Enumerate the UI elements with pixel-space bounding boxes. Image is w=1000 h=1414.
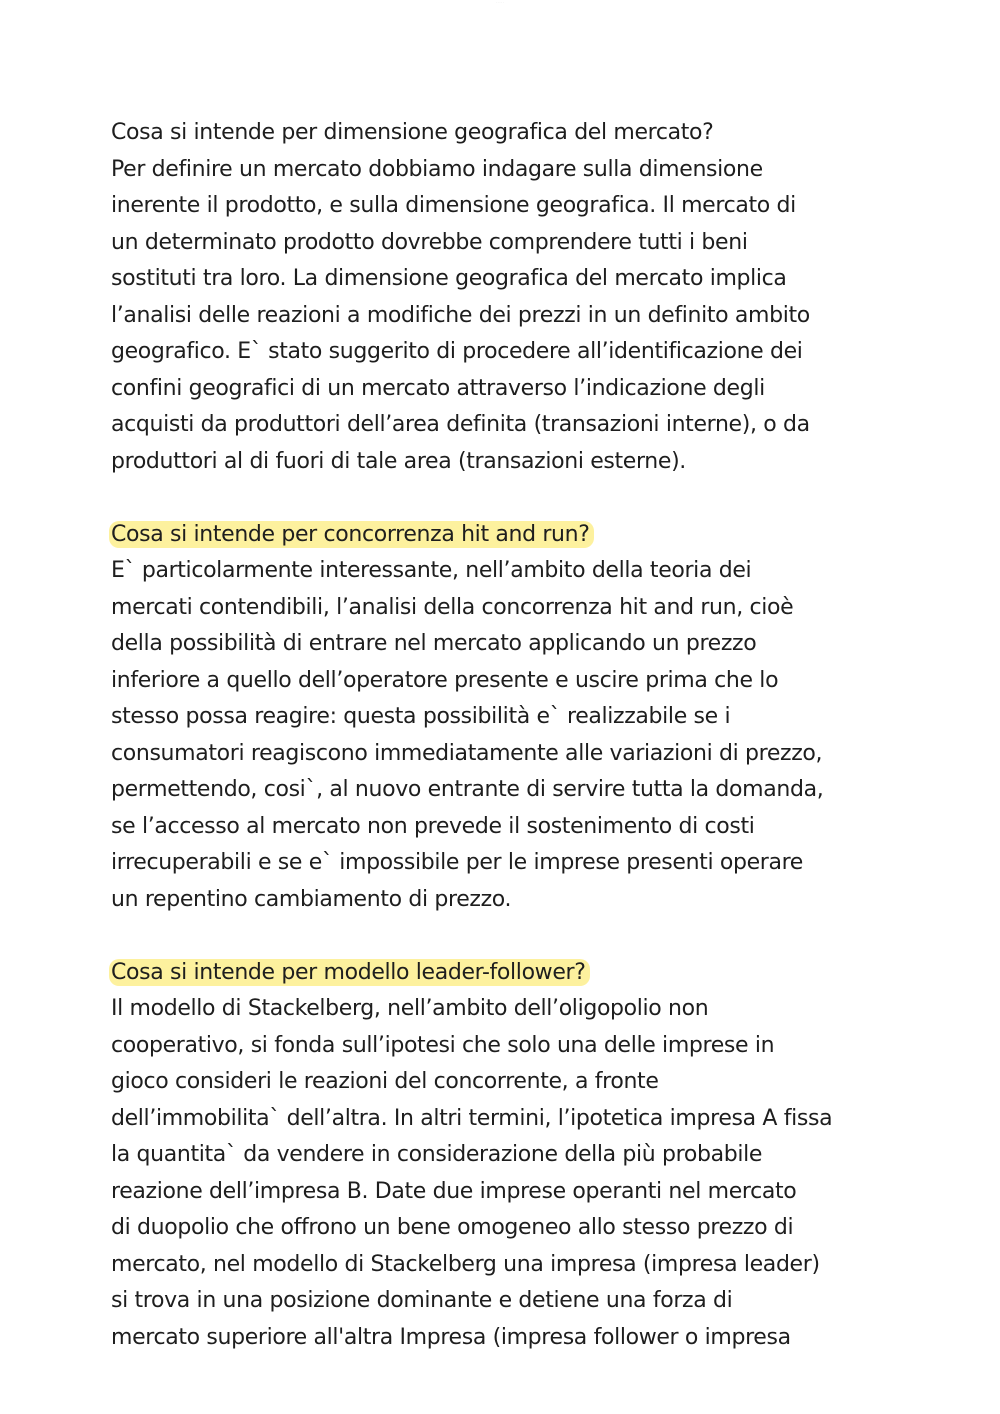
answer-line: di duopolio che offrono un bene omogeneo allo stesso prezzo di bbox=[111, 1215, 794, 1240]
page-header-mark: · · · · · bbox=[495, 0, 505, 4]
answer-line: la quantita` da vendere in considerazione della più probabile bbox=[111, 1142, 763, 1167]
answer-line: consumatori reagiscono immediatamente alle variazioni di prezzo, bbox=[111, 740, 823, 766]
answer-line: reazione dell’impresa B. Date due imprese operanti nel mercato bbox=[111, 1178, 797, 1204]
answer-line: si trova in una posizione dominante e detiene una forza di bbox=[111, 1288, 733, 1313]
answer-line: mercati contendibili, l’analisi della concorrenza hit and run, cioè bbox=[111, 594, 794, 620]
answer-line: l’analisi delle reazioni a modifiche dei prezzi in un definito ambito bbox=[111, 302, 810, 328]
answer-line: dell’immobilita` dell’altra. In altri termini, l’ipotetica impresa A fissa bbox=[111, 1105, 833, 1131]
answer-line: Per definire un mercato dobbiamo indagare sulla dimensione bbox=[111, 156, 763, 182]
answer-line: acquisti da produttori dell’area definita (transazioni interne), o da bbox=[111, 412, 810, 437]
answer-line: stesso possa reagire: questa possibilità e` realizzabile se i bbox=[111, 704, 731, 729]
answer-line: inerente il prodotto, e sulla dimensione geografica. Il mercato di bbox=[111, 193, 796, 218]
section-answer bbox=[111, 991, 901, 1356]
answer-line: produttori al di fuori di tale area (transazioni esterne). bbox=[111, 448, 686, 474]
answer-line: geografico. E` stato suggerito di procedere all’identificazione dei bbox=[111, 339, 803, 364]
answer-line: permettendo, cosi`, al nuovo entrante di servire tutta la domanda, bbox=[111, 777, 824, 802]
section-question-highlighted: Cosa si intende per modello leader-follower? bbox=[109, 959, 590, 986]
answer-line: gioco consideri le reazioni del concorrente, a fronte bbox=[111, 1069, 659, 1094]
answer-line: se l’accesso al mercato non prevede il sostenimento di costi bbox=[111, 813, 755, 839]
section-answer bbox=[111, 152, 901, 481]
document-body bbox=[111, 115, 901, 1393]
answer-line: mercato, nel modello di Stackelberg una impresa (impresa leader) bbox=[111, 1251, 820, 1277]
answer-line: sostituti tra loro. La dimensione geografica del mercato implica bbox=[111, 266, 787, 291]
section-question: Cosa si intende per dimensione geografica del mercato? bbox=[111, 120, 714, 145]
answer-line: inferiore a quello dell’operatore presente e uscire prima che lo bbox=[111, 667, 779, 693]
section-question-highlighted: Cosa si intende per concorrenza hit and run? bbox=[109, 521, 594, 548]
answer-line: mercato superiore all'altra Impresa (impresa follower o impresa bbox=[111, 1324, 791, 1350]
answer-line: un repentino cambiamento di prezzo. bbox=[111, 886, 512, 912]
section-geographic-market bbox=[111, 115, 901, 480]
answer-line: della possibilità di entrare nel mercato applicando un prezzo bbox=[111, 631, 757, 656]
answer-line: E` particolarmente interessante, nell’ambito della teoria dei bbox=[111, 558, 752, 583]
section-leader-follower bbox=[111, 955, 901, 1357]
answer-line: Il modello di Stackelberg, nell’ambito dell’oligopolio non bbox=[111, 996, 709, 1021]
answer-line: un determinato prodotto dovrebbe comprendere tutti i beni bbox=[111, 229, 748, 255]
section-answer bbox=[111, 553, 901, 918]
answer-line: cooperativo, si fonda sull’ipotesi che solo una delle imprese in bbox=[111, 1032, 775, 1058]
answer-line: irrecuperabili e se e` impossibile per le imprese presenti operare bbox=[111, 850, 803, 875]
answer-line: confini geografici di un mercato attraverso l’indicazione degli bbox=[111, 375, 765, 401]
section-hit-and-run bbox=[111, 517, 901, 919]
